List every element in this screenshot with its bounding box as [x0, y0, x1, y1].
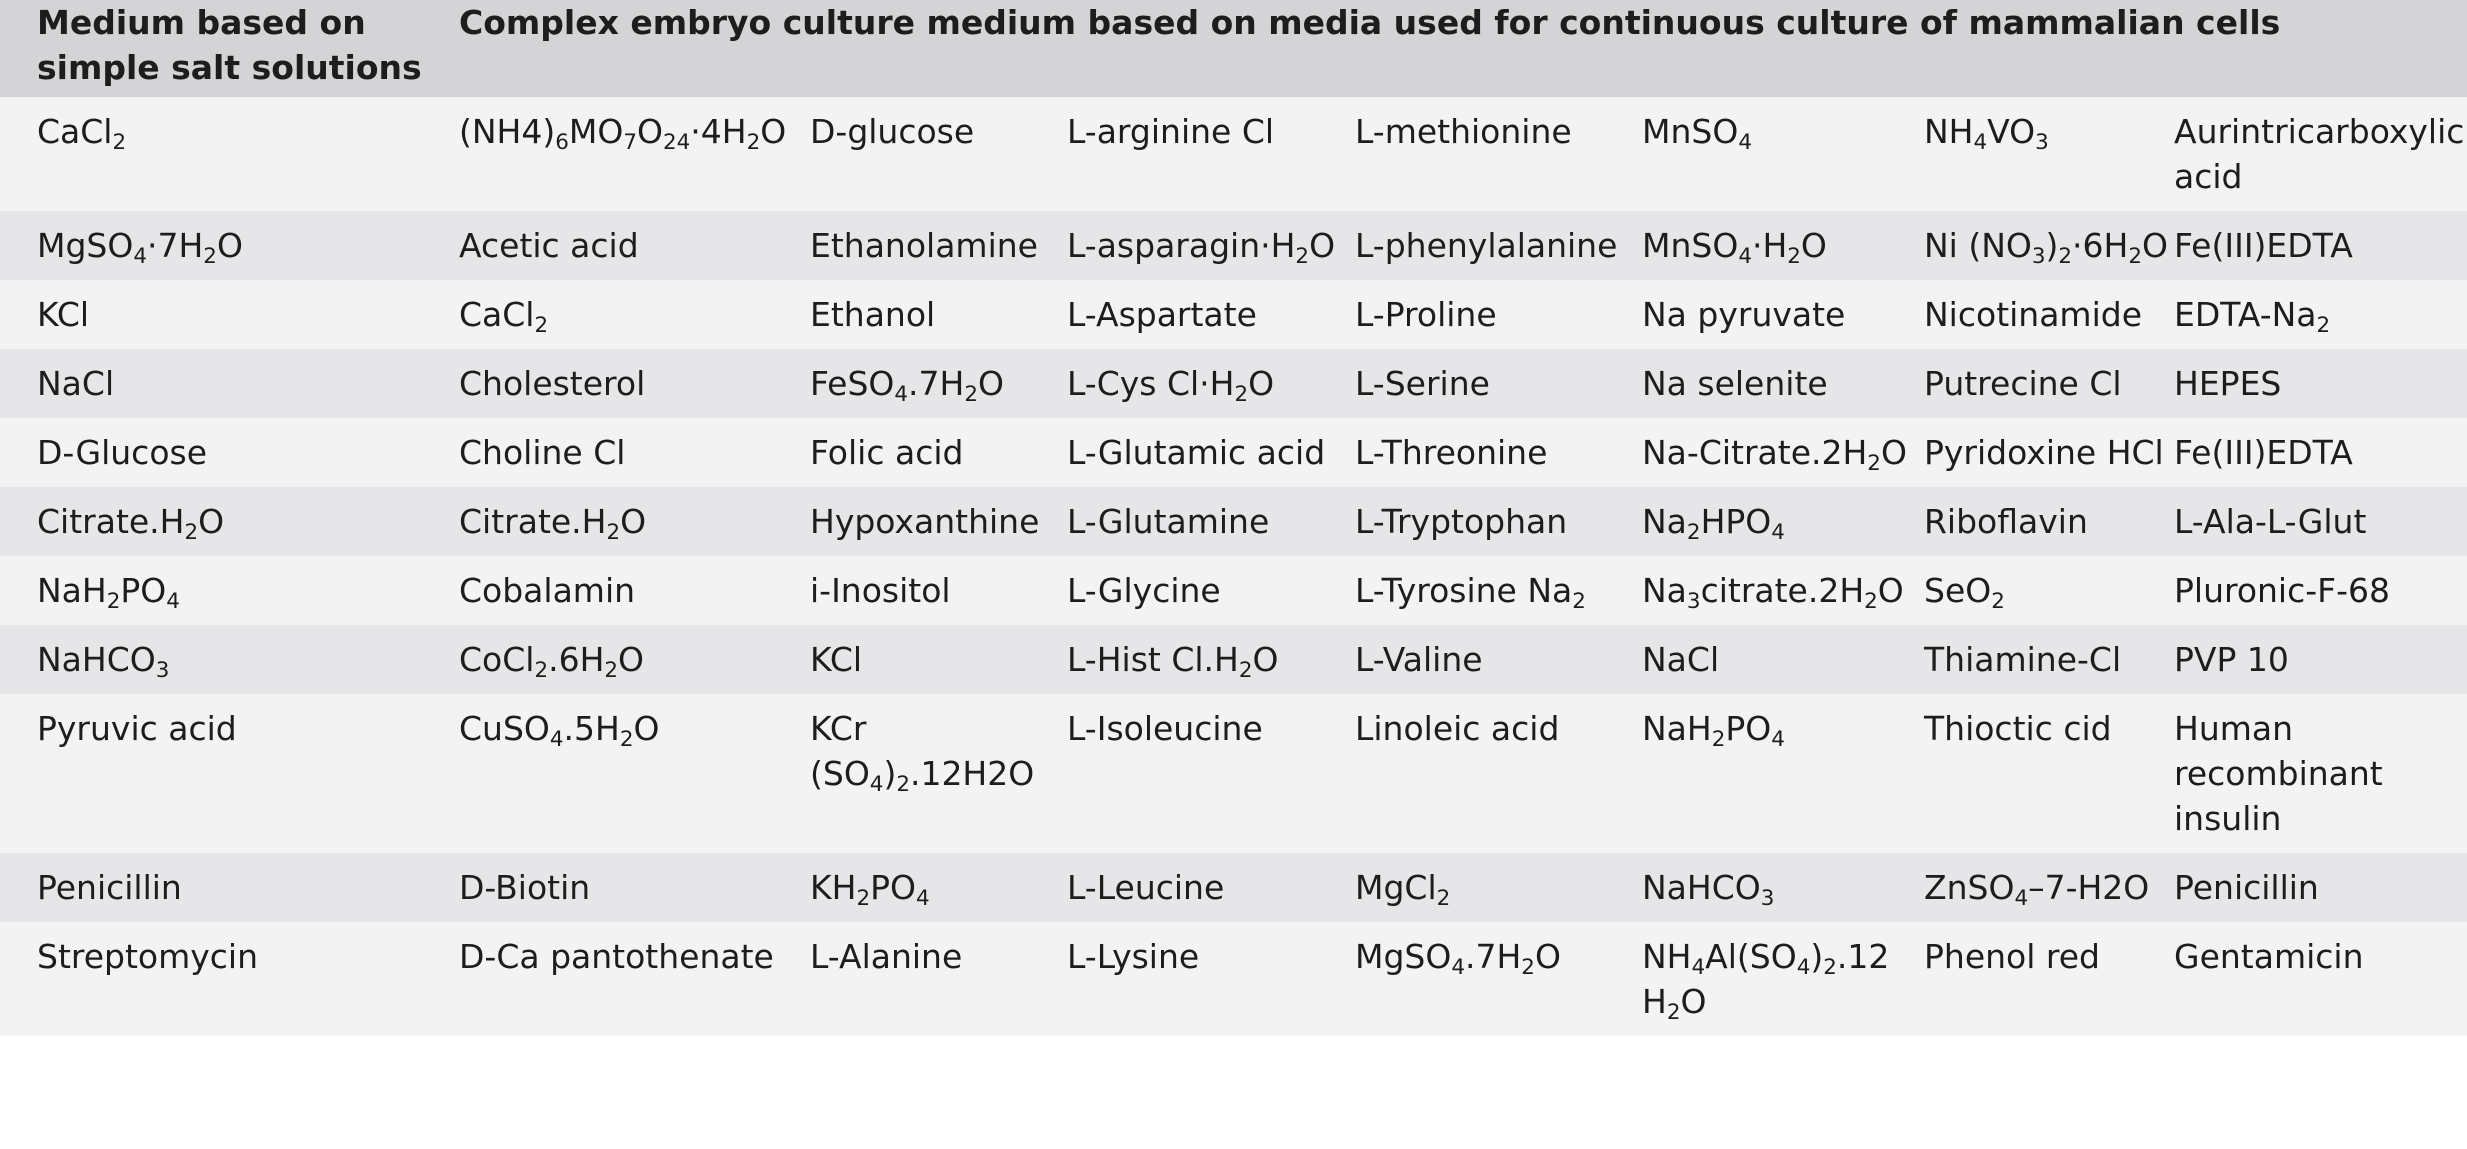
table-cell: L-Threonine: [1355, 433, 1548, 472]
table-body: [0, 97, 2467, 1036]
table-cell: L-Tryptophan: [1355, 502, 1568, 541]
table-cell: Fe(III)EDTA: [2174, 433, 2353, 472]
table-cell: $NaH_2PO_4$: [1642, 709, 1785, 752]
table-cell: $MgSO_4.7H_2O$: [1355, 937, 1561, 980]
table-cell: CaCl$_2$: [37, 112, 127, 155]
table-cell: L-Hist $Cl.H_2O$: [1067, 640, 1279, 683]
table-cell: D-Biotin: [459, 868, 591, 907]
table-cell: i-Inositol: [810, 571, 951, 610]
table-cell: $KH_2PO_4$: [810, 868, 930, 911]
table-cell: Phenol red: [1924, 937, 2100, 976]
table-cell: Pyruvic acid: [37, 709, 237, 748]
table-row: [0, 487, 2467, 556]
table-cell: D-glucose: [810, 112, 975, 151]
table-cell: Cobalamin: [459, 571, 636, 610]
table-cell: Thiamine-Cl: [1924, 640, 2122, 679]
table-cell: CaCl$_2$: [459, 295, 549, 338]
table-cell: $MnSO_4\cdot H_2O$: [1642, 226, 1827, 269]
table-cell: L-Tyrosine $Na_2$: [1355, 571, 1586, 614]
table-cell: NaCl: [1642, 640, 1720, 679]
table-cell: $L-asparagin\cdot H_2O$: [1067, 226, 1336, 269]
table-cell: $Citrate.H_2O$: [459, 502, 647, 545]
table-cell: $NH_4Al(SO_4)_2.12$ $H_2O$: [1642, 937, 1890, 1025]
table-cell: Acetic acid: [459, 226, 639, 265]
table-cell: $Na-Citrate.2H_2O$: [1642, 433, 1907, 476]
table-cell: NaHCO$_3$: [1642, 868, 1775, 911]
table-cell: L-arginine Cl: [1067, 112, 1275, 151]
table-cell: Gentamicin: [2174, 937, 2364, 976]
table-cell: Pluronic-F-68: [2174, 571, 2391, 610]
table-cell: L-phenylalanine: [1355, 226, 1618, 265]
table-row: [0, 625, 2467, 694]
table-cell: L-Ala-L-Glut: [2174, 502, 2367, 541]
table-row: [0, 418, 2467, 487]
table-cell: KCr $(SO_4)_2.12H2O$: [810, 709, 1035, 797]
table-cell: SeO$_2$: [1924, 571, 2005, 614]
table-cell: Choline Cl: [459, 433, 626, 472]
table-cell: $NH_4VO_3$: [1924, 112, 2049, 155]
table-cell: L-Alanine: [810, 937, 963, 976]
table-cell: Na selenite: [1642, 364, 1828, 403]
table-cell: L-Leucine: [1067, 868, 1225, 907]
table-cell: $NaH_2PO_4$: [37, 571, 180, 614]
table-cell: $MgSO_4\cdot 7H_2O$: [37, 226, 243, 269]
table-cell: Ethanolamine: [810, 226, 1038, 265]
table-row: [0, 922, 2467, 1036]
table-cell: PVP 10: [2174, 640, 2289, 679]
table-cell: $FeSO_4.7H_2O$: [810, 364, 1004, 407]
header-complex-medium: Complex embryo culture medium based on media used for continuous culture of mammalian cells: [459, 3, 2281, 42]
table-cell: Hypoxanthine: [810, 502, 1040, 541]
table-cell: NaHCO$_3$: [37, 640, 170, 683]
table-cell: HEPES: [2174, 364, 2282, 403]
table-cell: Ni $(NO_3)_2\cdot 6H_2O$: [1924, 226, 2168, 269]
table-cell: Putrecine Cl: [1924, 364, 2122, 403]
table-row: [0, 694, 2467, 853]
table-cell: L-Valine: [1355, 640, 1483, 679]
table-cell: L-Aspartate: [1067, 295, 1257, 334]
table-cell: KCl: [810, 640, 863, 679]
table-cell: L-Serine: [1355, 364, 1490, 403]
header-simple-salt-medium: Medium based on simple salt solutions: [37, 3, 422, 87]
table-cell: $(NH4)_6MO_7O_{24}\cdot 4H_2O$: [459, 112, 787, 155]
table-cell: $CuSO_4.5H_2O$: [459, 709, 660, 752]
table-cell: D-Glucose: [37, 433, 208, 472]
table-cell: KCl: [37, 295, 90, 334]
table-cell: L-Glycine: [1067, 571, 1221, 610]
table-row: [0, 97, 2467, 211]
table-cell: D-Ca pantothenate: [459, 937, 774, 976]
table-cell: L-Isoleucine: [1067, 709, 1263, 748]
table-row: [0, 556, 2467, 625]
table-cell: Linoleic acid: [1355, 709, 1560, 748]
table-cell: L-Lysine: [1067, 937, 1200, 976]
table-row: [0, 211, 2467, 280]
table-cell: Folic acid: [810, 433, 964, 472]
table-cell: MgCl$_2$: [1355, 868, 1451, 911]
table-cell: Penicillin: [2174, 868, 2319, 907]
table-cell: $Na_3citrate.2H_2O$: [1642, 571, 1904, 614]
table-cell: Fe(III)EDTA: [2174, 226, 2353, 265]
table-cell: L-Proline: [1355, 295, 1497, 334]
table-cell: Na pyruvate: [1642, 295, 1846, 334]
table-row: [0, 280, 2467, 349]
table-cell: L-Glutamine: [1067, 502, 1270, 541]
table-cell: L-methionine: [1355, 112, 1572, 151]
table-cell: Aurintricarboxylic acid: [2174, 112, 2465, 196]
table-row: [0, 853, 2467, 922]
table-cell: L-Cys $Cl\cdot H_2O$: [1067, 364, 1275, 407]
table-cell: Ethanol: [810, 295, 936, 334]
table-row: [0, 349, 2467, 418]
table-cell: Human recombinant insulin: [2174, 709, 2383, 838]
table-cell: Thioctic cid: [1924, 709, 2112, 748]
table-cell: MnSO$_4$: [1642, 112, 1752, 155]
table-cell: Cholesterol: [459, 364, 646, 403]
table-cell: L-Glutamic acid: [1067, 433, 1326, 472]
table-cell: Streptomycin: [37, 937, 259, 976]
table-cell: $Na_2HPO_4$: [1642, 502, 1785, 545]
table-header-row: [0, 0, 2467, 97]
table-cell: Nicotinamide: [1924, 295, 2142, 334]
table-cell: $CoCl_2.6H_2O$: [459, 640, 645, 683]
table-cell: EDTA-$Na_2$: [2174, 295, 2331, 338]
table-cell: $Citrate.H_2O$: [37, 502, 225, 545]
table-cell: Riboflavin: [1924, 502, 2088, 541]
table-cell: Pyridoxine HCl: [1924, 433, 2164, 472]
table-cell: Penicillin: [37, 868, 182, 907]
table-cell: NaCl: [37, 364, 115, 403]
table-cell: ZnSO$_4$–7-H2O: [1924, 868, 2150, 911]
